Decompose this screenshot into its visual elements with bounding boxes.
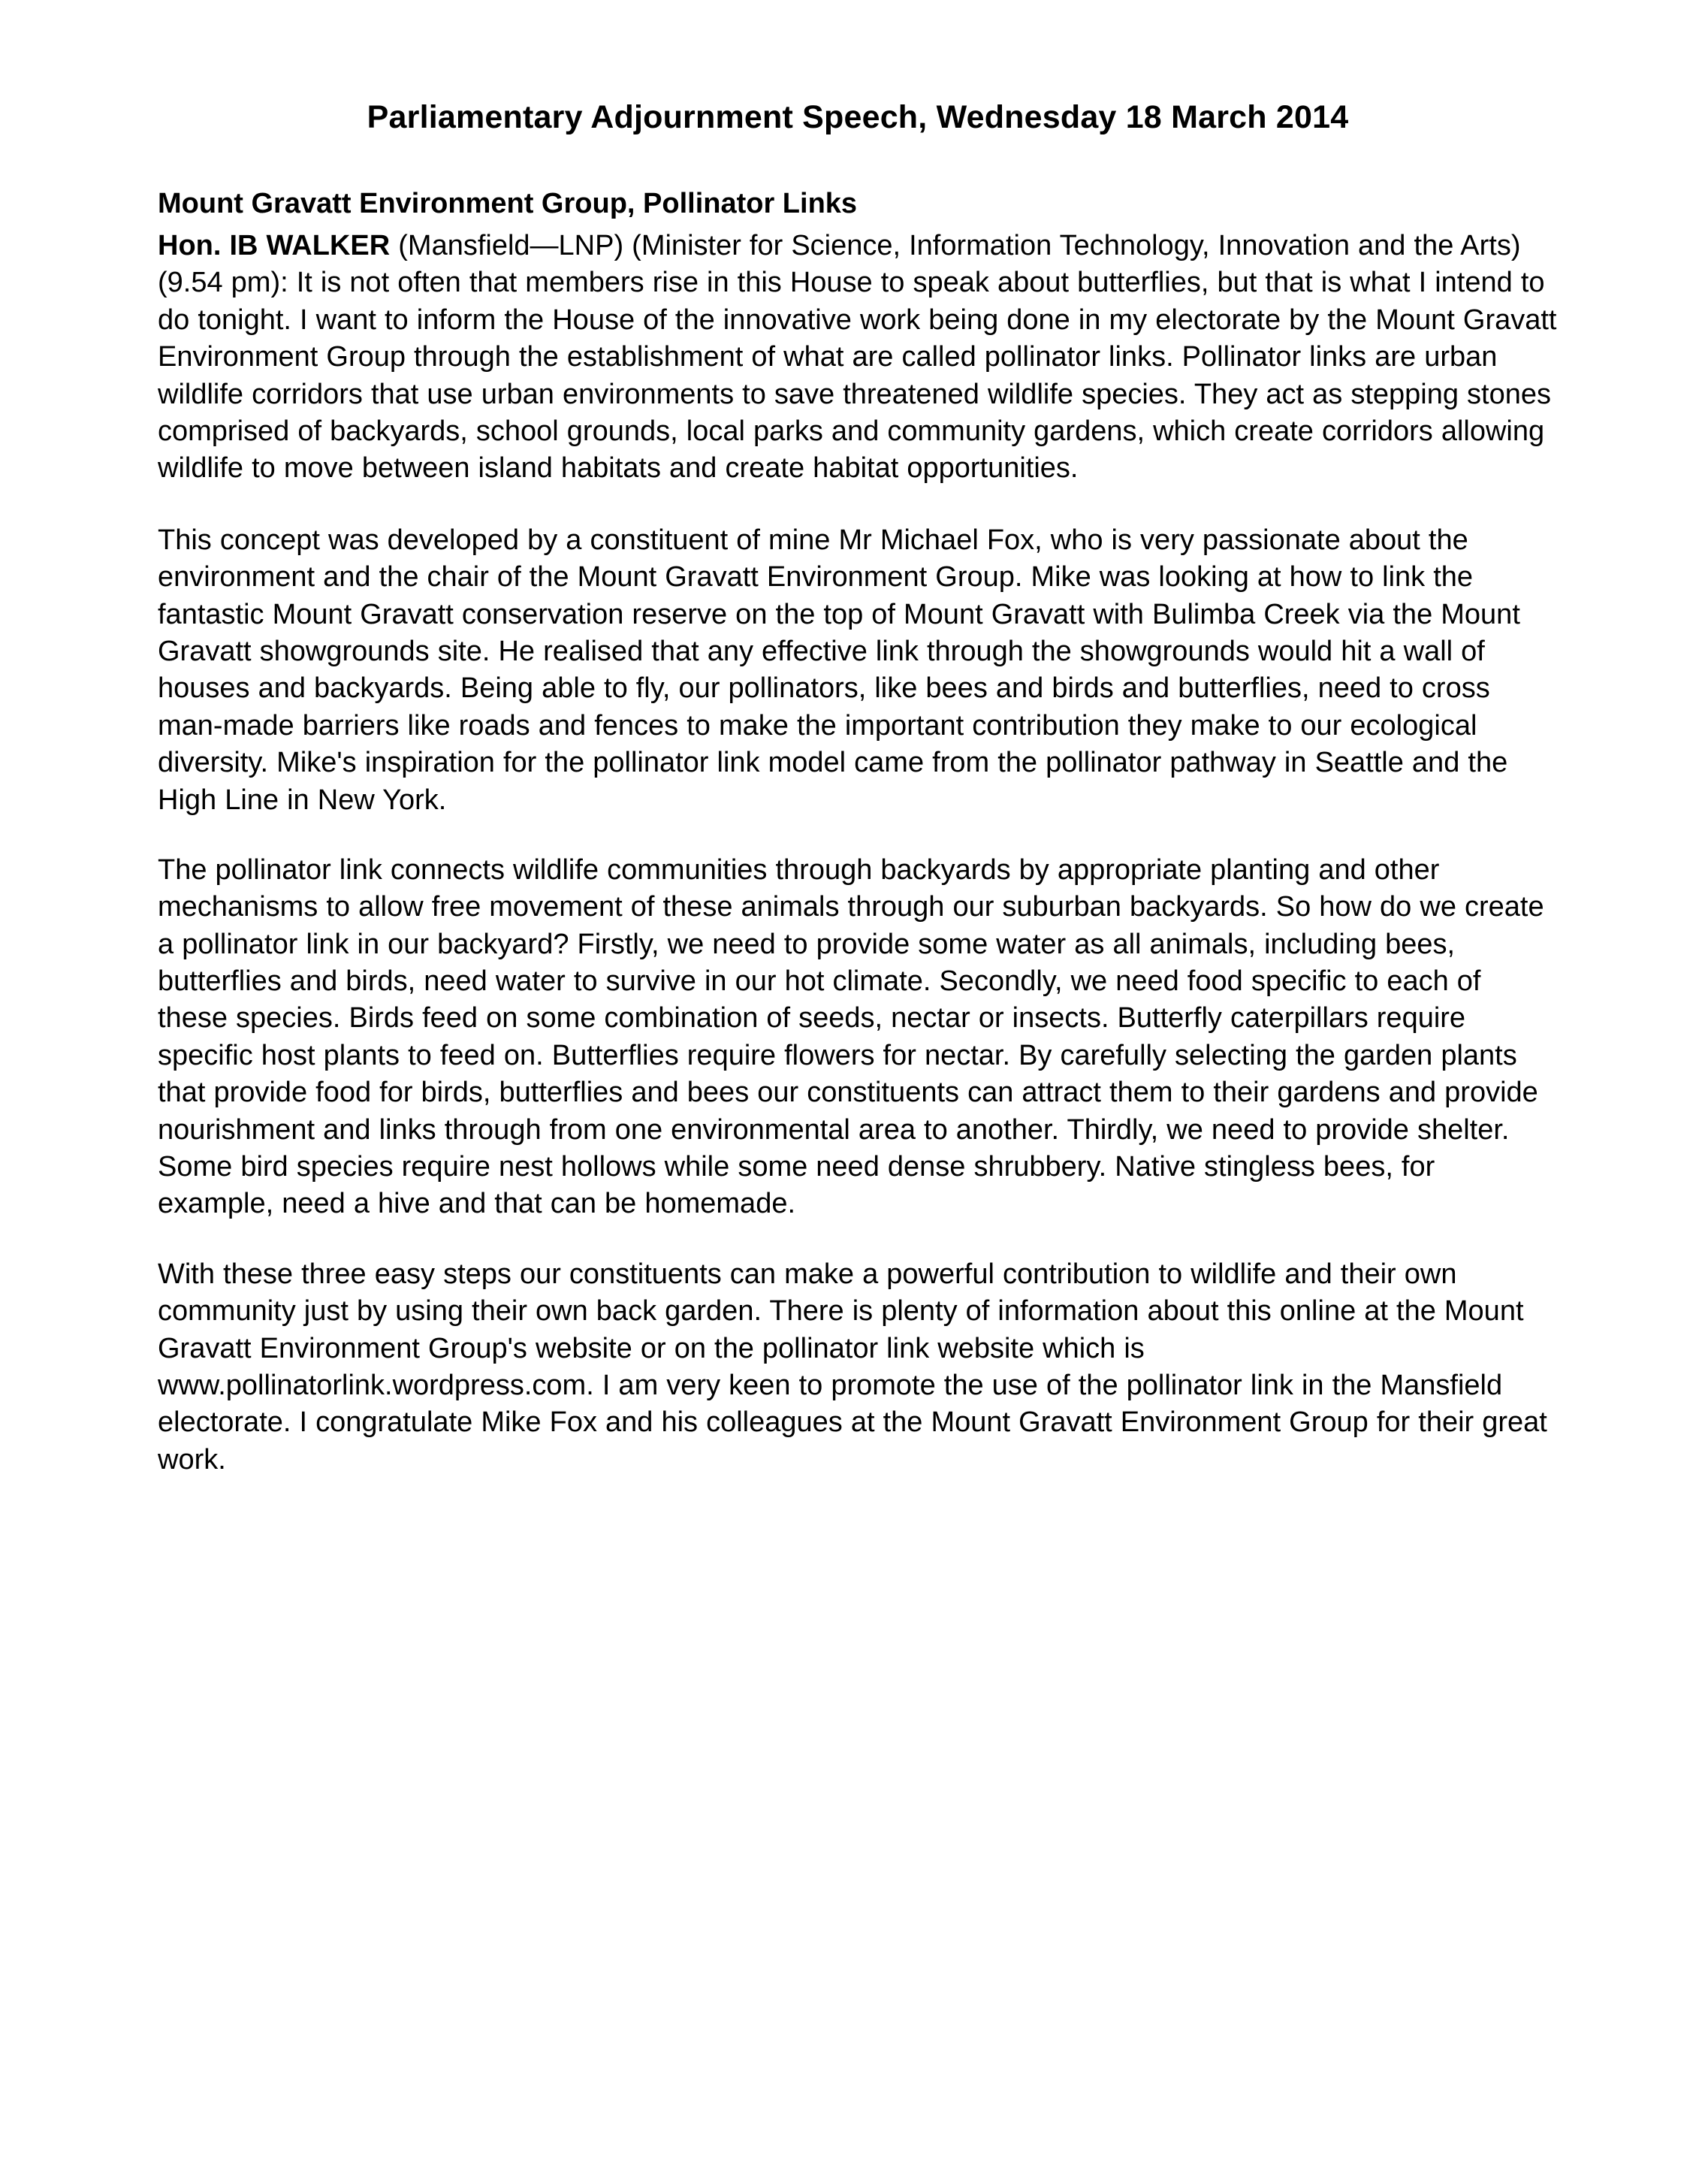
speech-paragraph-1-text: (Mansfield—LNP) (Minister for Science, Information Technology, Innovation and the Arts) (9.54 pm): It is not often that members rise in this House to speak about butterflies, but that is what I intend to do tonight. I want to inform the House of the innovative work being done in my electorate by the Mount Gravatt Environment Group through the establishment of what are called pollinator links. Pollinator links are urban wildlife corridors that use urban environments to save threatened wildlife species. They act as stepping stones comprised of backyards, school grounds, local parks and community gardens, which create corridors allowing wildlife to move between island habitats and create habitat opportunities. (158, 230, 1557, 485)
speaker-name: Hon. IB WALKER (158, 230, 391, 262)
speech-paragraph-2: This concept was developed by a constituent of mine Mr Michael Fox, who is very passionate about the environment and the chair of the Mount Gravatt Environment Group. Mike was looking at how to link the fantastic Mount Gravatt conservation reserve on the top of Mount Gravatt with Bulimba Creek via the Mount Gravatt showgrounds site. He realised that any effective link through the showgrounds would hit a wall of houses and backyards. Being able to fly, our pollinators, like bees and birds and butterflies, need to cross man-made barriers like roads and fences to make the important contribution they make to our ecological diversity. Mike's inspiration for the pollinator link model came from the pollinator pathway in Seattle and the High Line in New York. (158, 524, 1520, 816)
speech-paragraph-3: The pollinator link connects wildlife communities through backyards by appropriate planting and other mechanisms to allow free movement of these animals through our suburban backyards. So how do we create a pollinator link in our backyard? Firstly, we need to provide some water as all animals, including bees, butterflies and birds, need water to survive in our hot climate. Secondly, we need food specific to each of these species. Birds feed on some combination of seeds, nectar or insects. Butterfly caterpillars require specific host plants to feed on. Butterflies require flowers for nectar. By carefully selecting the garden plants that provide food for birds, butterflies and bees our constituents can attract them to their gardens and provide nourishment and links through from one environmental area to another. Thirdly, we need to provide shelter. Some bird species require nest hollows while some need dense shrubbery. Native stingless bees, for example, need a hive and that can be homemade. (158, 853, 1544, 1220)
speech-paragraph-4: With these three easy steps our constituents can make a powerful contribution to wildlife and their own community just by using their own back garden. There is plenty of information about this online at the Mount Gravatt Environment Group's website or on the pollinator link website which is www.pollinatorlink.wordpress.com. I am very keen to promote the use of the pollinator link in the Mansfield electorate. I congratulate Mike Fox and his colleagues at the Mount Gravatt Environment Group for their great work. (158, 1258, 1547, 1476)
section-heading: Mount Gravatt Environment Group, Pollinator Links (158, 187, 858, 219)
speech-paragraph-1 (158, 228, 1558, 488)
page-title: Parliamentary Adjournment Speech, Wednesday 18 March 2014 (367, 99, 1349, 135)
